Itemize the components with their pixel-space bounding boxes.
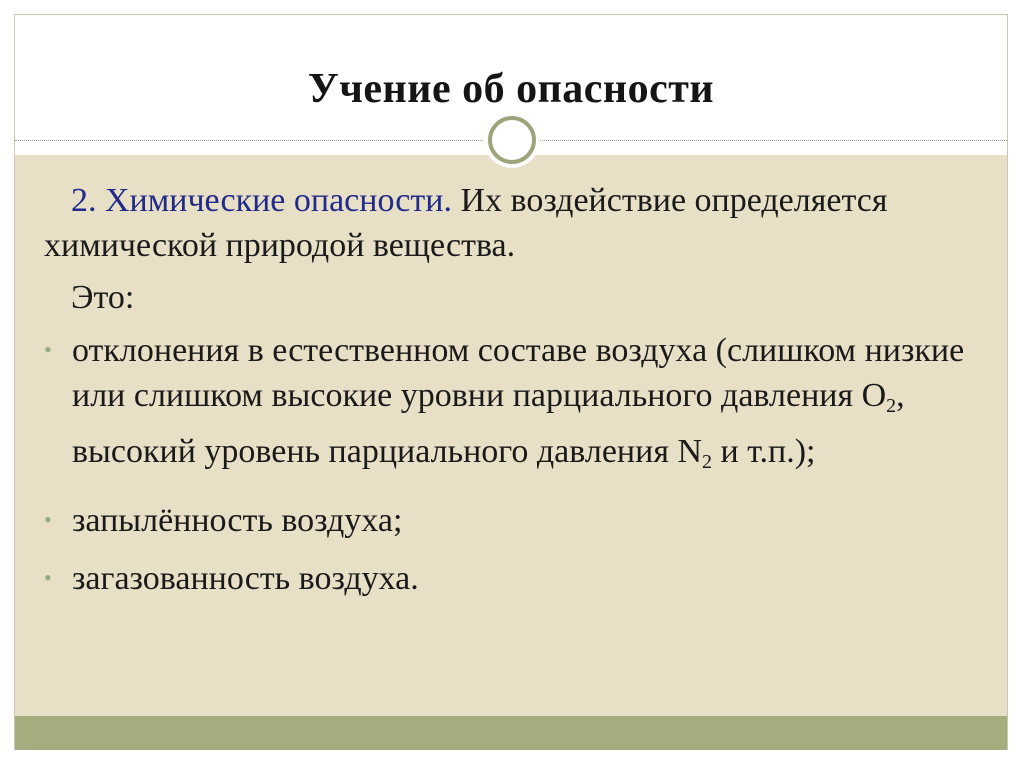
bullet-icon: • — [44, 565, 52, 590]
bullet-text-part: и т.п.); — [712, 433, 816, 470]
bullet-icon: • — [44, 337, 52, 362]
circle-ornament-icon — [484, 112, 540, 168]
bullet-list — [44, 327, 974, 601]
intro-paragraph — [44, 178, 974, 268]
subscript: 2 — [886, 395, 897, 417]
bullet-text: загазованность воздуха. — [72, 560, 419, 597]
list-item — [44, 327, 974, 485]
bullet-text-part: , высокий уровень парциального давления N — [72, 377, 905, 470]
intro-heading: Химические опасности. — [105, 182, 452, 219]
footer-bar — [15, 716, 1007, 750]
bullet-text — [72, 332, 965, 473]
intro-text: Их воздействие определяется химической природой вещества. — [44, 182, 888, 264]
bullet-text: запылённость воздуха; — [72, 502, 403, 539]
list-item — [44, 497, 974, 543]
lead-text: Это: — [71, 279, 135, 316]
slide-title: Учение об опасности — [307, 66, 715, 112]
list-item — [44, 555, 974, 601]
subscript: 2 — [702, 451, 713, 473]
bullet-icon: • — [44, 507, 52, 532]
intro-number: 2. — [71, 182, 97, 219]
slide-body — [44, 178, 974, 613]
bullet-text-part: отклонения в естественном составе воздуха (слишком низкие или слишком высокие уровни парциального давления О — [72, 332, 965, 414]
ornament-ring — [488, 116, 536, 164]
